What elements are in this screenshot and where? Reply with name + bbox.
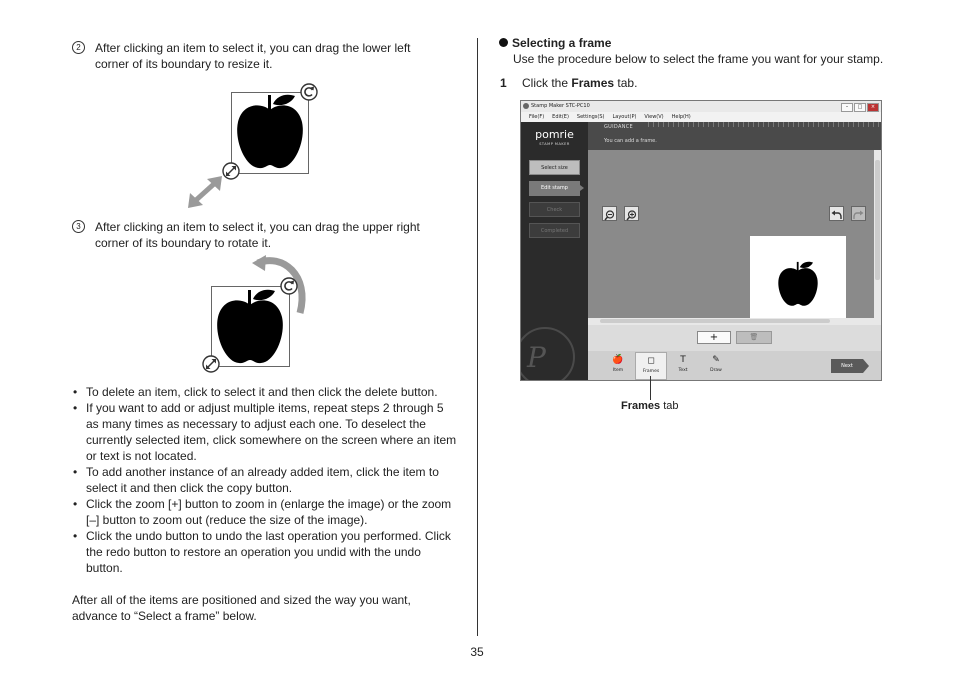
seal-letter: P <box>527 341 546 374</box>
list-item: • If you want to add or adjust multiple items, repeat steps 2 through 5 as many times as necessary to adjust each one. To deselect the currently selected item, click somewhere on the screen where an item or text is not located. <box>72 400 457 464</box>
rotate-handle-icon <box>280 277 298 295</box>
item-actions-bar <box>588 325 881 351</box>
redo-icon <box>852 209 865 222</box>
step-3-number: 3 <box>72 220 85 233</box>
rotate-handle-icon <box>300 83 318 101</box>
guidance-panel <box>588 122 881 150</box>
list-item: • Click the undo button to undo the last operation you performed. Click the redo button to restore an operation you undid with the undo button. <box>72 528 457 576</box>
select-size-button[interactable]: Select size <box>529 160 580 175</box>
app-screenshot <box>520 100 882 381</box>
zoom-out-button[interactable] <box>602 206 617 221</box>
app-icon <box>523 103 529 109</box>
step-3-text: After clicking an item to select it, you can drag the upper right corner of its boundary to rotate it. <box>95 220 420 250</box>
resize-figure <box>180 82 330 212</box>
zoom-in-button[interactable] <box>624 206 639 221</box>
menu-view[interactable]: View(V) <box>644 114 664 120</box>
tab-frames[interactable] <box>635 352 667 380</box>
tab-text[interactable] <box>667 352 699 380</box>
trash-icon: 🗑 <box>749 333 759 341</box>
completed-button[interactable]: Completed <box>529 223 580 238</box>
canvas-area[interactable] <box>588 150 874 318</box>
window-title: Stamp Maker STC-PC10 <box>531 103 590 109</box>
tab-draw[interactable] <box>700 352 732 380</box>
close-button[interactable]: × <box>867 103 879 112</box>
next-button[interactable]: Next <box>831 359 863 373</box>
add-button[interactable]: + <box>697 331 731 344</box>
vertical-scrollbar[interactable] <box>874 150 881 318</box>
guidance-text: You can add a frame. <box>604 138 657 144</box>
bullet-dot-icon <box>499 38 508 47</box>
minimize-button[interactable]: – <box>841 103 853 112</box>
rotate-figure <box>196 255 316 375</box>
frame-icon: ◻ <box>647 356 655 366</box>
pen-icon: ✎ <box>712 355 720 365</box>
menu-bar <box>521 112 881 122</box>
resize-handle-icon <box>202 355 220 373</box>
text-icon: T <box>680 355 686 365</box>
undo-button[interactable] <box>829 206 844 221</box>
tab-label: Item <box>612 368 624 373</box>
tab-item[interactable] <box>602 352 634 380</box>
step-1-number: 1 <box>500 76 507 90</box>
tab-label: Text <box>678 368 688 373</box>
list-item: • To add another instance of an already added item, click the item to select it and then click the copy button. <box>72 464 457 496</box>
step-2-number: 2 <box>72 41 85 54</box>
horizontal-scrollbar[interactable] <box>588 318 881 325</box>
list-item: • To delete an item, click to select it and then click the delete button. <box>72 384 457 400</box>
step-2-text: After clicking an item to select it, you can drag the lower left corner of its boundary to resize it. <box>95 41 411 71</box>
menu-settings[interactable]: Settings(S) <box>576 114 605 120</box>
sidebar <box>521 122 588 381</box>
column-divider <box>477 38 478 636</box>
ruler <box>648 122 881 127</box>
frames-tab-callout: Frames tab <box>621 400 679 412</box>
list-item: • Click the zoom [+] button to zoom in (enlarge the image) or the zoom [–] button to zoom out (reduce the size of the image). <box>72 496 457 528</box>
callout-line <box>650 376 651 400</box>
resize-drag-arrow-icon <box>186 174 224 210</box>
apple-icon <box>777 260 819 307</box>
edit-stamp-button[interactable]: Edit stamp <box>529 181 580 196</box>
menu-layout[interactable]: Layout(P) <box>612 114 637 120</box>
step-1: 1 Click the Frames tab. <box>500 76 638 90</box>
section-description: Use the procedure below to select the frame you want for your stamp. <box>513 52 884 66</box>
logo-subtitle: STAMP MAKER <box>539 142 570 146</box>
tab-label: Frames <box>642 369 660 374</box>
tab-label: Draw <box>710 368 722 373</box>
page-number: 35 <box>470 645 484 659</box>
menu-help[interactable]: Help(H) <box>671 114 691 120</box>
check-button[interactable]: Check <box>529 202 580 217</box>
title-bar <box>521 101 881 112</box>
apple-icon <box>215 287 285 365</box>
closing-paragraph: After all of the items are positioned and sized the way you want, advance to “Select a frame” below. <box>72 593 411 623</box>
menu-file[interactable]: File(F) <box>529 114 545 120</box>
menu-edit[interactable]: Edit(E) <box>552 114 569 120</box>
undo-icon <box>830 209 843 222</box>
guidance-title: GUIDANCE <box>604 124 633 130</box>
tips-list <box>72 384 457 576</box>
zoom-in-icon <box>625 209 638 222</box>
seal-logo <box>520 327 575 381</box>
scroll-thumb[interactable] <box>600 319 830 323</box>
window-controls <box>841 103 879 112</box>
section-title: Selecting a frame <box>499 36 611 50</box>
apple-icon: 🍎 <box>612 355 624 365</box>
delete-button[interactable] <box>736 331 772 344</box>
bottom-tabs <box>588 351 881 381</box>
zoom-out-icon <box>603 209 616 222</box>
maximize-button[interactable]: □ <box>854 103 866 112</box>
resize-handle-icon <box>222 162 240 180</box>
apple-icon <box>235 92 305 170</box>
scroll-thumb[interactable] <box>875 160 880 280</box>
redo-button[interactable] <box>851 206 866 221</box>
logo: pomrie <box>535 128 574 141</box>
